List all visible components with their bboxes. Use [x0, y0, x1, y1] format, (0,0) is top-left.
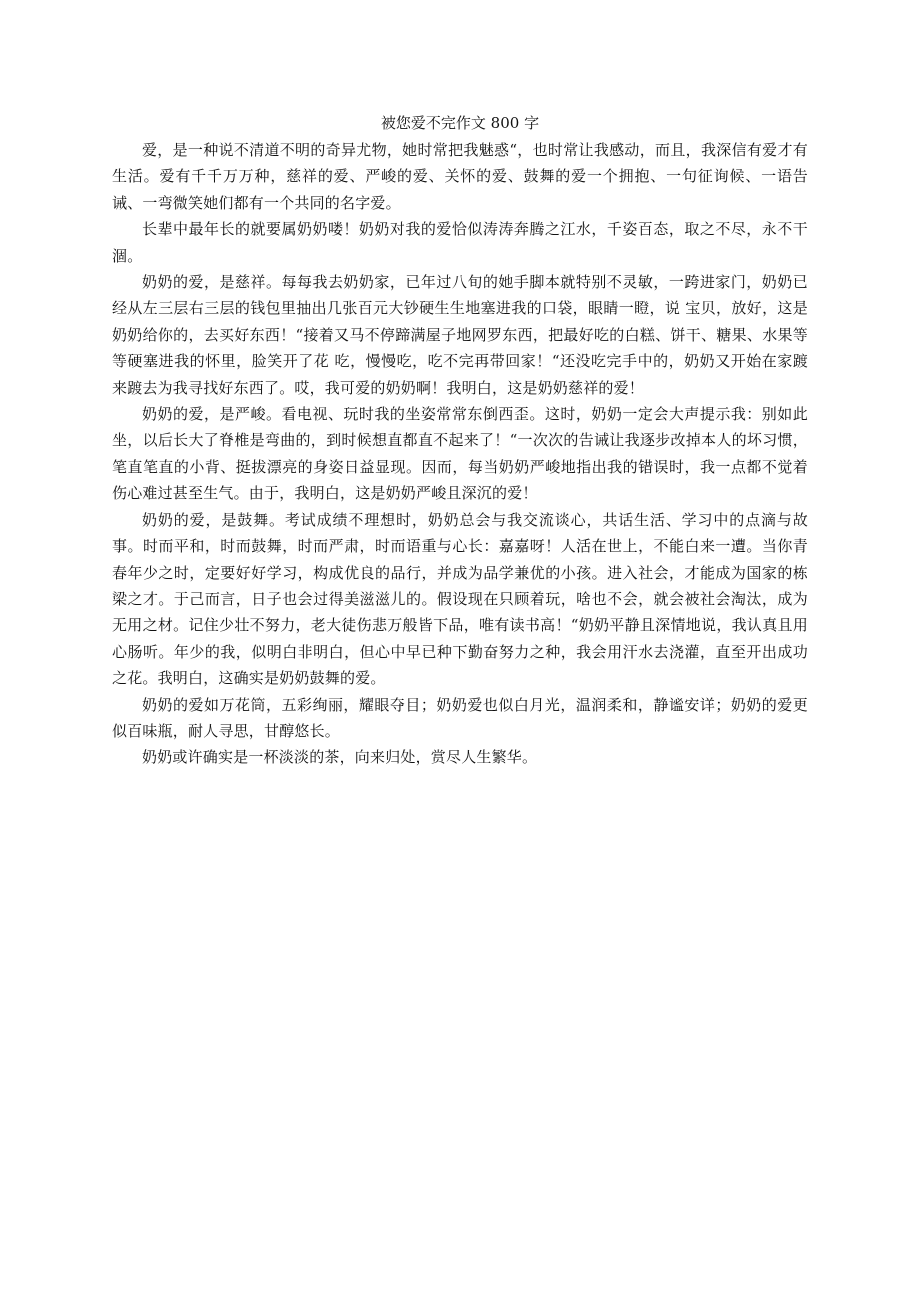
paragraph-6: 奶奶的爱如万花筒，五彩绚丽，耀眼夺目；奶奶爱也似白月光，温润柔和，静谧安详；奶奶的爱更似百味瓶，耐人寻思，甘醇悠长。: [112, 695, 808, 740]
paragraph-5: 奶奶的爱，是鼓舞。考试成绩不理想时，奶奶总会与我交流谈心，共话生活、学习中的点滴与故事。时而平和，时而鼓舞，时而严肃，时而语重与心长：嘉嘉呀！人活在世上，不能白来一遭。当你青春年少之时，定要好好学习，构成优良的品行，并成为品学兼优的小孩。进入社会，才能成为国家的栋梁之才。于己而言，日子也会过得美滋滋儿的。假设现在只顾着玩，啥也不会，就会被社会淘汰，成为无用之材。记住少壮不努力，老大徒伤悲万般皆下品，唯有读书高！“奶奶平静且深情地说，我认真且用心肠听。年少的我，似明白非明白，但心中早已种下勤奋努力之种，我会用汗水去浇灌，直至开出成功之花。我明白，这确实是奶奶鼓舞的爱。: [112, 510, 808, 688]
paragraph-3: 奶奶的爱，是慈祥。每每我去奶奶家，已年过八旬的她手脚本就特别不灵敏，一跨进家门，奶奶已经从左三层右三层的钱包里抽出几张百元大钞硬生生地塞进我的口袋，眼睛一瞪，说 宝贝，放好，这是奶奶给你的，去买好东西！“接着又马不停蹄满屋子地网罗东西，把最好吃的白糕、饼干、糖果、水果等等硬塞进我的怀里，脸笑开了花 吃，慢慢吃，吃不完再带回家！“还没吃完手中的，奶奶又开始在家踱来踱去为我寻找好东西了。哎，我可爱的奶奶啊！我明白，这是奶奶慈祥的爱！: [112, 273, 808, 397]
document-page: [112, 110, 808, 771]
paragraph-4: 奶奶的爱，是严峻。看电视、玩时我的坐姿常常东倒西歪。这时，奶奶一定会大声提示我：别如此坐，以后长大了脊椎是弯曲的，到时候想直都直不起来了！“一次次的告诫让我逐步改掉本人的坏习惯，笔直笔直的小背、挺拔漂亮的身姿日益显现。因而，每当奶奶严峻地指出我的错误时，我一点都不觉着伤心难过甚至生气。由于，我明白，这是奶奶严峻且深沉的爱！: [112, 405, 808, 503]
document-title: 被您爱不完作文 800 字: [380, 114, 540, 132]
paragraph-2: 长辈中最年长的就要属奶奶喽！奶奶对我的爱恰似涛涛奔腾之江水，千姿百态，取之不尽，永不干涸。: [112, 220, 808, 265]
paragraph-1: 爱，是一种说不清道不明的奇异尤物，她时常把我魅惑“，也时常让我感动，而且，我深信有爱才有生活。爱有千千万万种，慈祥的爱、严峻的爱、关怀的爱、鼓舞的爱一个拥抱、一句征询候、一语告诫、一弯微笑她们都有一个共同的名字爱。: [112, 141, 808, 212]
paragraph-7: 奶奶或许确实是一杯淡淡的茶，向来归处，赏尽人生繁华。: [142, 748, 538, 767]
